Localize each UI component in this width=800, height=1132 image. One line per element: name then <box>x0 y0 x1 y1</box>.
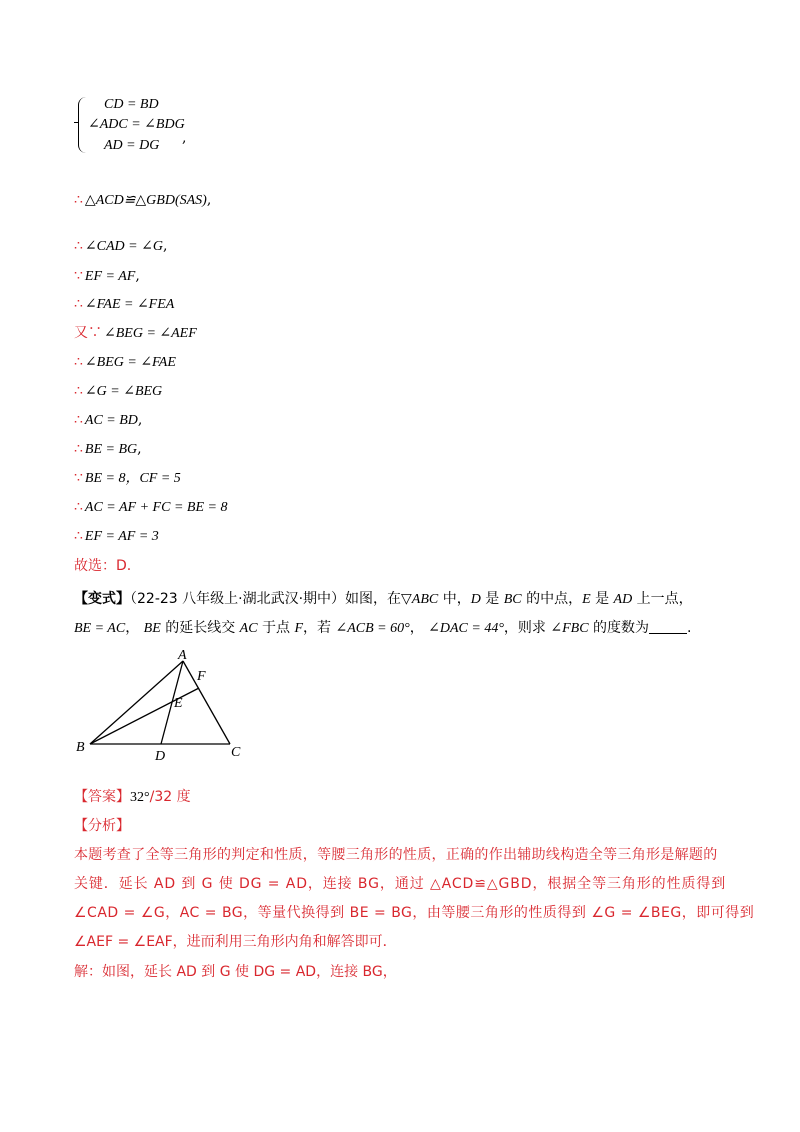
analysis-tag: 【分析】 <box>74 818 130 834</box>
proof-step: ∴ ∠CAD = ∠G, <box>74 238 168 254</box>
variant-line-2: BE = AC， BE 的延长线交 AC 于点 F，若 ∠ACB = 60°， ∠DAC = 44°，则求 ∠FBC 的度数为 . <box>74 620 692 636</box>
segment-AB <box>90 661 183 744</box>
answer-tag: 【答案】 <box>74 789 130 805</box>
brace-system <box>74 95 244 157</box>
proof-step: ∵ BE = 8，CF = 5 <box>74 470 181 486</box>
proof-step: ∵ EF = AF, <box>74 268 140 284</box>
brace-row-3: AD = DG <box>104 138 160 153</box>
brace-trail: , <box>182 130 187 146</box>
proof-step: ∴ ∠BEG = ∠FAE <box>74 354 176 370</box>
proof-step: 又∵ ∠BEG = ∠AEF <box>74 325 197 341</box>
conclusion: 故选：D. <box>74 558 132 574</box>
label-B: B <box>76 740 85 755</box>
brace-row-2: ∠ADC = ∠BDG <box>88 117 185 132</box>
answer-line <box>74 787 191 808</box>
brace-row-1: CD = BD <box>104 97 159 112</box>
proof-step: ∴ AC = BD, <box>74 412 143 428</box>
analysis-paragraph-4: ∠AEF = ∠EAF，进而利用三角形内角和解答即可． <box>74 934 397 950</box>
label-D: D <box>155 749 166 764</box>
variant-tag: 【变式】 <box>74 591 130 607</box>
analysis-paragraph-2: 关键．延长 AD 到 G 使 DG = AD，连接 BG，通过 △ACD≌△GBD，根据全等三角形的性质得到 <box>74 876 727 892</box>
segment-BF <box>90 688 199 744</box>
answer-value: 32° <box>130 790 150 805</box>
analysis-paragraph-3: ∠CAD = ∠G，AC = BG，等量代换得到 BE = BG，由等腰三角形的性质得到 ∠G = ∠BEG，即可得到 <box>74 905 755 921</box>
analysis-paragraph-5: 解：如图，延长 AD 到 G 使 DG = AD，连接 BG， <box>74 964 397 980</box>
label-E: E <box>174 696 183 711</box>
variant-line-1: 【变式】（22-23 八年级上·湖北武汉·期中）如图，在▽ABC 中，D 是 BC 的中点，E 是 AD 上一点， <box>74 591 693 607</box>
proof-step: ∴ BE = BG, <box>74 441 142 457</box>
analysis-paragraph-1: 本题考查了全等三角形的判定和性质，等腰三角形的性质，正确的作出辅助线构造全等三角形是解题的 <box>74 847 718 863</box>
answer-blank <box>649 619 687 634</box>
label-F: F <box>197 669 206 684</box>
label-A: A <box>178 648 187 663</box>
proof-step: ∴ AC = AF + FC = BE = 8 <box>74 499 228 515</box>
variant-source: （22-23 八年级上·湖北武汉·期中）如图，在 <box>130 591 402 607</box>
proof-step: ∴ ∠G = ∠BEG <box>74 383 163 399</box>
triangle-figure <box>70 645 280 765</box>
proof-step: ∴ EF = AF = 3 <box>74 528 159 544</box>
proof-step: ∴ △ACD≌△GBD(SAS), <box>74 192 212 208</box>
proof-step: ∴ ∠FAE = ∠FEA <box>74 296 175 312</box>
label-C: C <box>231 745 241 760</box>
segment-AC <box>183 661 230 744</box>
answer-alt: /32 度 <box>149 789 191 805</box>
